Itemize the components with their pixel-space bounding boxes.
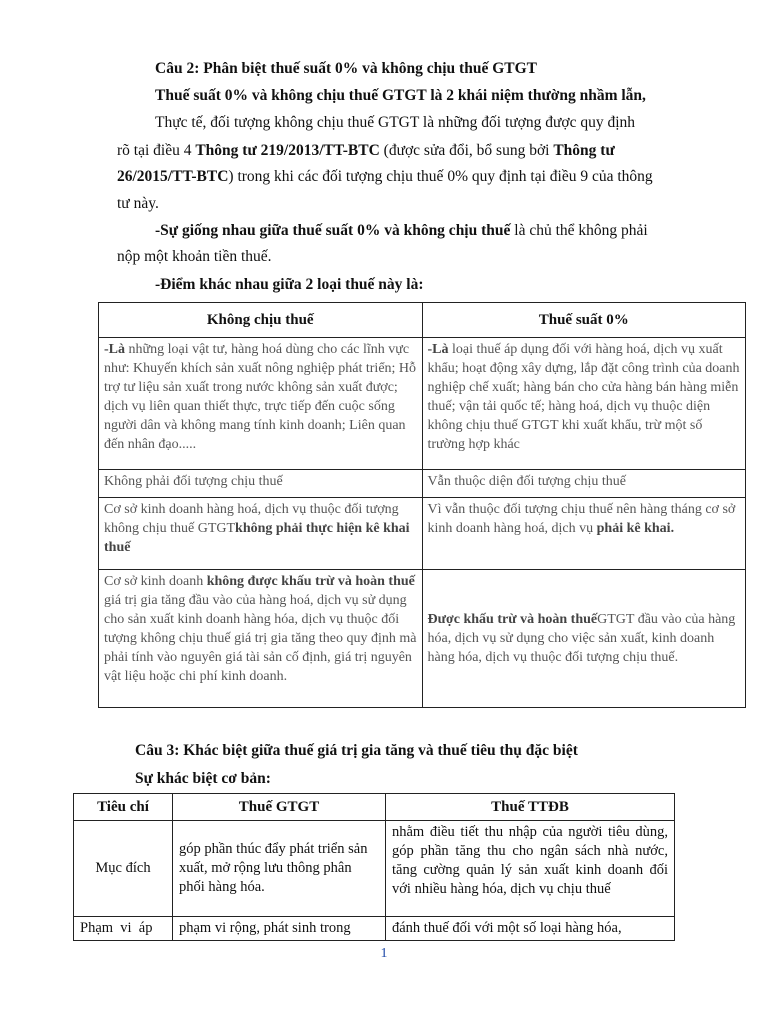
comparison-table-1 [98, 302, 746, 708]
q2-para1-line3 [117, 166, 653, 188]
table-row [99, 470, 746, 498]
bold-text: Được khấu trừ và hoàn thuế [427, 612, 598, 627]
table-row [99, 338, 746, 470]
table-header-row [99, 303, 746, 338]
text-span: (được sửa đổi, bổ sung bởi [379, 142, 554, 159]
table-row [99, 570, 746, 708]
q2-para1-line4: tư này. [117, 195, 159, 212]
table-cell [99, 570, 423, 708]
q3-subtitle: Sự khác biệt cơ bản: [135, 770, 271, 787]
table-cell [422, 570, 746, 708]
q2-para2-line2: nộp một khoản tiền thuế. [117, 248, 272, 265]
q2-intro: Thuế suất 0% và không chịu thuế GTGT là 2 khái niệm thường nhầm lẫn, [155, 87, 646, 104]
table-header-row [74, 794, 675, 821]
table-row [99, 498, 746, 570]
table-row [74, 917, 675, 941]
q3-title: Câu 3: Khác biệt giữa thuế giá trị gia tăng và thuế tiêu thụ đặc biệt [135, 742, 578, 759]
text-span: rõ tại điều 4 [117, 142, 196, 159]
q2-para3: -Điểm khác nhau giữa 2 loại thuế này là: [155, 276, 424, 293]
cell-text: GTGT đầu vào của hàng hóa, dịch vụ sử dụng cho việc sản xuất, kinh doanh hàng hóa, dịch vụ thuộc đối tượng chịu thuế. [427, 612, 736, 665]
table-cell: Vẫn thuộc diện đối tượng chịu thuế [422, 470, 746, 498]
bold-text: không phải thực hiện kê khai thuế [104, 521, 410, 555]
bold-text: -Là [427, 342, 449, 357]
table-cell: Không phải đối tượng chịu thuế [99, 470, 423, 498]
bold-text: phải kê khai. [596, 521, 675, 536]
cell-text: Vì vẫn thuộc đối tượng chịu thuế nên hàng tháng cơ sở kinh doanh hàng hoá, dịch vụ [427, 502, 736, 536]
bold-text: -Là [104, 342, 125, 357]
header-non-taxable: Không chịu thuế [99, 303, 423, 338]
cell-text: Cơ sở kinh doanh hàng hoá, dịch vụ thuộc đối tượng không chịu thuế GTGT [104, 502, 399, 536]
table-cell: Phạm vi áp [74, 917, 173, 941]
text-span: ) trong khi các đối tượng chịu thuế 0% quy định tại điều 9 của thông [228, 168, 653, 185]
table-cell [99, 338, 423, 470]
table-cell: phạm vi rộng, phát sinh trong [173, 917, 386, 941]
cell-text: những loại vật tư, hàng hoá dùng cho các lĩnh vực như: Khuyến khích sản xuất nông nghiệp phát triển; Hỗ trợ tư liệu sản xuất trong nước không sản xuất được; dịch vụ liên quan thiết thực, trực tiếp đến cuộc sống người dân và không mang tính kinh doanh; Liên quan đến nhân đạo..... [104, 342, 417, 452]
table-cell [422, 338, 746, 470]
table-cell: góp phần thúc đẩy phát triển sản xuất, mở rộng lưu thông phân phối hàng hóa. [173, 821, 386, 917]
text-span: là chủ thể không phải [510, 222, 648, 239]
comparison-table-2 [73, 793, 675, 941]
table-cell: nhằm điều tiết thu nhập của người tiêu dùng, góp phần tăng thu cho ngân sách nhà nước, tăng cường quản lý sản xuất kinh doanh đối với nhiều hàng hóa, dịch vụ chịu thuế [386, 821, 675, 917]
table-cell [422, 498, 746, 570]
cell-text: loại thuế áp dụng đối với hàng hoá, dịch vụ xuất khẩu; hoạt động xây dựng, lắp đặt công trình của doanh nghiệp chế xuất; hàng bán cho cửa hàng bán hàng miễn thuế; vận tải quốc tế; hàng hoá, dịch vụ thuộc diện không chịu thuế GTGT khi xuất khẩu, trừ một số trường hợp khác [427, 342, 740, 452]
header-zero-rate: Thuế suất 0% [422, 303, 746, 338]
circular-ref: Thông tư [553, 142, 615, 159]
page-number: 1 [380, 946, 388, 961]
cell-text: giá trị gia tăng đầu vào của hàng hoá, dịch vụ sử dụng cho sản xuất kinh doanh hàng hóa, dịch vụ thuộc đối tượng không chịu thuế giá trị gia tăng theo quy định mà phải tính vào nguyên giá tài sản cố định, giá trị nguyên vật liệu hoặc chi phí kinh doanh. [104, 593, 417, 684]
header-vat: Thuế GTGT [173, 794, 386, 821]
table-cell [99, 498, 423, 570]
similarity-label: -Sự giống nhau giữa thuế suất 0% và không chịu thuế [155, 222, 511, 239]
bold-text: không được khấu trừ và hoàn thuế [206, 574, 415, 589]
q2-para1-line2 [117, 140, 615, 162]
table-cell: đánh thuế đối với một số loại hàng hóa, [386, 917, 675, 941]
circular-ref: 26/2015/TT-BTC [117, 168, 229, 185]
q2-para1-line1: Thực tế, đối tượng không chịu thuế GTGT là những đối tượng được quy định [155, 114, 636, 131]
cell-text: Cơ sở kinh doanh [104, 574, 207, 589]
circular-ref: Thông tư 219/2013/TT-BTC [195, 142, 380, 159]
q2-title: Câu 2: Phân biệt thuế suất 0% và không chịu thuế GTGT [155, 60, 537, 77]
header-excise: Thuế TTĐB [386, 794, 675, 821]
q2-para2-line1 [155, 220, 648, 242]
table-cell: Mục đích [74, 821, 173, 917]
header-criteria: Tiêu chí [74, 794, 173, 821]
table-row [74, 821, 675, 917]
